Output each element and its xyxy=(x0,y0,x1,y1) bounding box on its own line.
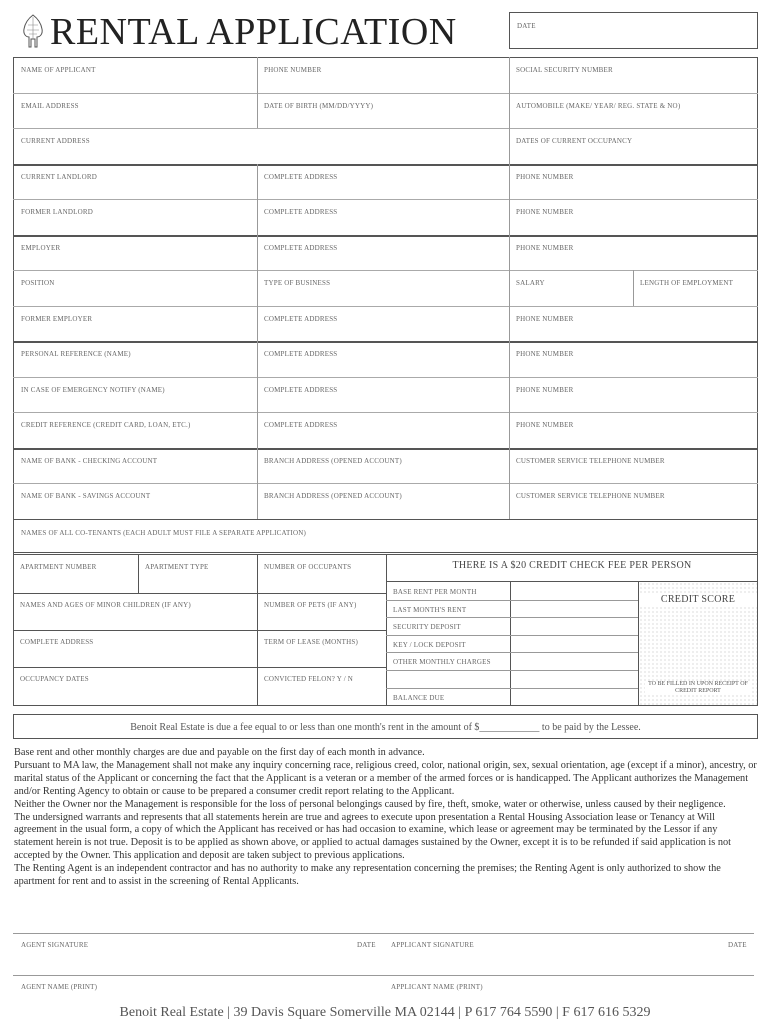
fee-item-label: OTHER MONTHLY CHARGES xyxy=(393,658,491,666)
form-field-label: PHONE NUMBER xyxy=(516,386,574,394)
credit-score-box[interactable] xyxy=(639,582,757,705)
applicant-name-label: APPLICANT NAME (PRINT) xyxy=(391,983,483,991)
form-field[interactable] xyxy=(509,448,758,483)
terms-paragraph: Neither the Owner nor the Management is responsible for the loss of personal belongings caused by fire, theft, smoke, water or otherwise, unless caused by their negligence. xyxy=(14,798,726,810)
number-of-pets-label: NUMBER OF PETS (IF ANY) xyxy=(264,601,357,609)
form-field[interactable] xyxy=(257,235,509,270)
co-tenants-label: NAMES OF ALL CO-TENANTS (EACH ADULT MUST FILE A SEPARATE APPLICATION) xyxy=(21,529,307,537)
fee-item-label: BALANCE DUE xyxy=(393,694,445,702)
form-field-label: AUTOMOBILE (MAKE/ YEAR/ REG. STATE & NO) xyxy=(516,102,681,110)
form-field-label: DATE OF BIRTH (MM/DD/YYYY) xyxy=(264,102,374,110)
credit-score-label: CREDIT SCORE xyxy=(639,593,757,606)
agent-name-label: AGENT NAME (PRINT) xyxy=(21,983,98,991)
number-of-pets-field[interactable] xyxy=(258,594,387,630)
terms-paragraph: Base rent and other monthly charges are due and payable on the first day of each month in advance. xyxy=(14,747,425,758)
agent-date-label: DATE xyxy=(357,941,376,949)
length-of-employment-label: LENGTH OF EMPLOYMENT xyxy=(640,279,734,287)
applicant-date-label: DATE xyxy=(728,941,747,949)
form-field-label: COMPLETE ADDRESS xyxy=(264,244,338,252)
fee-item-label: BASE RENT PER MONTH xyxy=(393,588,477,596)
fee-item-row[interactable] xyxy=(387,670,638,688)
form-field[interactable] xyxy=(13,412,257,448)
form-field[interactable] xyxy=(509,128,758,164)
apartment-type-label: APARTMENT TYPE xyxy=(145,563,209,571)
logo-tree-icon xyxy=(20,13,46,49)
form-field-label: COMPLETE ADDRESS xyxy=(264,421,338,429)
signature-area[interactable] xyxy=(13,949,754,975)
form-field[interactable] xyxy=(257,93,509,128)
form-field[interactable] xyxy=(13,93,257,128)
form-field-label: PHONE NUMBER xyxy=(516,244,574,252)
lease-address-label: COMPLETE ADDRESS xyxy=(20,638,94,646)
fee-item-row[interactable] xyxy=(387,635,638,653)
form-field[interactable] xyxy=(257,306,509,341)
form-field[interactable] xyxy=(13,199,257,235)
form-field[interactable] xyxy=(257,483,509,519)
apartment-type-field[interactable] xyxy=(139,554,257,593)
form-field-label: CURRENT ADDRESS xyxy=(21,137,90,145)
form-field[interactable] xyxy=(257,164,509,199)
form-field-label: PHONE NUMBER xyxy=(516,421,574,429)
form-field[interactable] xyxy=(257,57,509,93)
form-field[interactable] xyxy=(509,270,633,306)
fee-item-row[interactable] xyxy=(387,600,638,618)
fee-notice-text: Benoit Real Estate is due a fee equal to or less than one month's rent in the amount of $____________ to be paid by the Lessee. xyxy=(130,722,641,733)
form-field-label: FORMER EMPLOYER xyxy=(21,315,93,323)
apartment-number-label: APARTMENT NUMBER xyxy=(20,563,97,571)
form-field[interactable] xyxy=(13,448,257,483)
agent-signature-label: AGENT SIGNATURE xyxy=(21,941,89,949)
form-field[interactable] xyxy=(509,412,758,448)
form-field[interactable] xyxy=(509,199,758,235)
form-field[interactable] xyxy=(13,341,257,377)
form-field-label: CUSTOMER SERVICE TELEPHONE NUMBER xyxy=(516,457,665,465)
fee-item-label: KEY / LOCK DEPOSIT xyxy=(393,641,466,649)
form-field-label: PHONE NUMBER xyxy=(516,315,574,323)
form-field-label: EMAIL ADDRESS xyxy=(21,102,79,110)
form-field-label: COMPLETE ADDRESS xyxy=(264,386,338,394)
form-field[interactable] xyxy=(257,412,509,448)
term-of-lease-field[interactable] xyxy=(258,631,387,667)
page-title: RENTAL APPLICATION xyxy=(50,11,457,53)
form-field-label: PHONE NUMBER xyxy=(516,173,574,181)
term-of-lease-label: TERM OF LEASE (MONTHS) xyxy=(264,638,359,646)
form-field[interactable] xyxy=(13,306,257,341)
form-field-label: IN CASE OF EMERGENCY NOTIFY (NAME) xyxy=(21,386,165,394)
form-field[interactable] xyxy=(509,235,758,270)
form-field[interactable] xyxy=(257,377,509,412)
form-field-label: BRANCH ADDRESS (OPENED ACCOUNT) xyxy=(264,457,402,465)
footer-contact: Benoit Real Estate | 39 Davis Square Somerville MA 02144 | P 617 764 5590 | F 617 616 5329 xyxy=(119,1005,651,1020)
form-field-label: CUSTOMER SERVICE TELEPHONE NUMBER xyxy=(516,492,665,500)
fee-item-label: SECURITY DEPOSIT xyxy=(393,623,461,631)
terms-paragraph: The undersigned warrants and represents that all statements herein are true and agrees to execute upon presentation a Rental Housing Association lease or Tenancy at Will agreement in the usual form, a copy of which the Applicant has received or has had occasion to examine, which lease or agreement may be terminated by the Lessor if any statement herein is not true. Deposit is to be applied as shown above, or applied to actual damages sustained by the Owner, except it is to be refunded if said application is not accepted by the Owner. This application and deposit are taken subject to previous applications. xyxy=(14,811,732,862)
date-label: DATE xyxy=(517,22,536,30)
credit-check-fee-banner: THERE IS A $20 CREDIT CHECK FEE PER PERSON xyxy=(452,560,692,571)
form-field-label: COMPLETE ADDRESS xyxy=(264,173,338,181)
form-field-label: COMPLETE ADDRESS xyxy=(264,315,338,323)
fee-item-row[interactable] xyxy=(387,688,638,706)
minor-children-field[interactable] xyxy=(13,594,257,630)
form-field-label: CURRENT LANDLORD xyxy=(21,173,97,181)
occupancy-dates-field[interactable] xyxy=(13,668,257,706)
form-field-label: PHONE NUMBER xyxy=(264,66,322,74)
form-field-label: NAME OF APPLICANT xyxy=(21,66,96,74)
occupancy-dates-label: OCCUPANCY DATES xyxy=(20,675,89,683)
number-of-occupants-field[interactable] xyxy=(258,554,387,593)
form-field-label: COMPLETE ADDRESS xyxy=(264,208,338,216)
form-field-label: PHONE NUMBER xyxy=(516,208,574,216)
form-field-label: POSITION xyxy=(21,279,55,287)
form-field[interactable] xyxy=(509,377,758,412)
form-field-label: FORMER LANDLORD xyxy=(21,208,94,216)
form-field[interactable] xyxy=(257,199,509,235)
convicted-felon-label: CONVICTED FELON? Y / N xyxy=(264,675,354,683)
form-field[interactable] xyxy=(509,164,758,199)
form-field[interactable] xyxy=(13,270,257,306)
form-field[interactable] xyxy=(13,57,257,93)
date-field[interactable] xyxy=(509,12,758,49)
form-field[interactable] xyxy=(13,235,257,270)
convicted-felon-field[interactable] xyxy=(258,668,387,706)
form-field-label: SALARY xyxy=(516,279,545,287)
minor-children-label: NAMES AND AGES OF MINOR CHILDREN (IF ANY) xyxy=(20,601,191,609)
co-tenants-field[interactable] xyxy=(13,519,758,555)
form-field[interactable] xyxy=(509,341,758,377)
apartment-number-field[interactable] xyxy=(13,554,138,593)
form-field-label: NAME OF BANK - CHECKING ACCOUNT xyxy=(21,457,158,465)
form-field-label: TYPE OF BUSINESS xyxy=(264,279,331,287)
form-field-label: CREDIT REFERENCE (CREDIT CARD, LOAN, ETC.) xyxy=(21,421,191,429)
form-field[interactable] xyxy=(257,270,509,306)
form-field[interactable] xyxy=(13,483,257,519)
form-field[interactable] xyxy=(509,483,758,519)
fee-item-row[interactable] xyxy=(387,652,638,670)
terms-paragraph: Pursuant to MA law, the Management shall not make any inquiry concerning race, religious creed, color, national origin, sex, sexual orientation, age (except if a minor), ancestry, or marital status of the Applicant or concerning the fact that the Applicant is a veteran or a member of the armed forces or is handicapped. The Applicant authorizes the Management and/or Renting Agency to obtain or cause to be prepared a consumer credit report relating to the Applicant. xyxy=(14,759,757,797)
terms-paragraph: The Renting Agent is an independent contractor and has no authority to make any representation concerning the premises; the Renting Agent is only authorized to show the apartment for rent and to assist in the screening of Rental Applicants. xyxy=(14,863,721,888)
lease-address-field[interactable] xyxy=(13,631,257,667)
form-field[interactable] xyxy=(257,448,509,483)
form-field[interactable] xyxy=(509,306,758,341)
form-field[interactable] xyxy=(509,57,758,93)
form-field[interactable] xyxy=(13,128,257,164)
fee-notice-box xyxy=(13,714,758,739)
form-field-label: DATES OF CURRENT OCCUPANCY xyxy=(516,137,633,145)
length-of-employment-field[interactable] xyxy=(634,270,758,306)
terms-text xyxy=(14,747,758,889)
form-field[interactable] xyxy=(509,93,758,128)
form-field-label: NAME OF BANK - SAVINGS ACCOUNT xyxy=(21,492,151,500)
number-of-occupants-label: NUMBER OF OCCUPANTS xyxy=(264,563,352,571)
form-field-label: SOCIAL SECURITY NUMBER xyxy=(516,66,613,74)
form-field-label: PHONE NUMBER xyxy=(516,350,574,358)
form-field[interactable] xyxy=(13,377,257,412)
form-field[interactable] xyxy=(257,341,509,377)
fee-item-row[interactable] xyxy=(387,582,638,600)
form-field-label: EMPLOYER xyxy=(21,244,61,252)
fee-item-row[interactable] xyxy=(387,617,638,635)
form-field[interactable] xyxy=(13,164,257,199)
form-field-label: PERSONAL REFERENCE (NAME) xyxy=(21,350,131,358)
fee-item-label: LAST MONTH'S RENT xyxy=(393,606,467,614)
credit-score-note: TO BE FILLED IN UPON RECEIPT OF CREDIT REPORT xyxy=(645,681,751,694)
form-field-label: BRANCH ADDRESS (OPENED ACCOUNT) xyxy=(264,492,402,500)
applicant-signature-label: APPLICANT SIGNATURE xyxy=(391,941,474,949)
form-field-label: COMPLETE ADDRESS xyxy=(264,350,338,358)
